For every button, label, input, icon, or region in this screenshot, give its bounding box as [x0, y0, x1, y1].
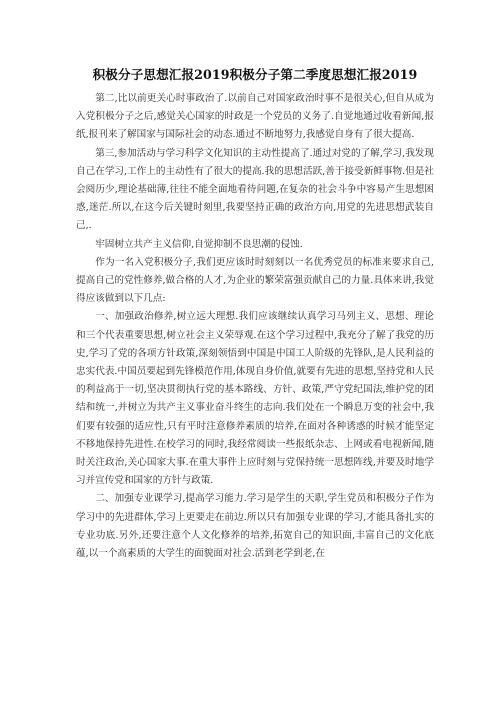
paragraph-current-affairs: 第二,比以前更关心时事政治了.以前自己对国家政治时事不是很关心,但自从成为入党积极分子之后,感觉关心国家的时政是一个党员的义务了.自觉地通过收看新闻,报纸,报刊来了解国家与国际社会的动态.通过不断地努力,我感觉自身有了很大提高. [76, 93, 434, 141]
paragraph-activist-standard: 作为一名入党积极分子,我们更应该时时刻刻以一名优秀党员的标准来要求自己,提高自己的党性修养,做合格的人才,为企业的繁荣富强贡献自己的力量.具体来讲,我觉得应该做到以下几点: [76, 256, 434, 305]
paragraph-professional-study: 二、加强专业课学习,提高学习能力.学习是学生的天职,学生党员和积极分子作为学习中的先进群体,学习上更要走在前边.所以只有加强专业课的学习,才能具备扎实的专业功底.另外,还要注意个人文化修养的培养,拓宽自己的知识面,丰富自己的文化底蕴,以一个高素质的大学生的面貌面对社会.活到老学到老,在 [76, 493, 434, 560]
paragraph-political-cultivation: 一、加强政治修养,树立远大理想.我们应该继续认真学习马列主义、思想、理论和三个代表重要思想,树立社会主义荣辱观.在这个学习过程中,我充分了解了我党的历史,学习了党的各项方针政策,深刻领悟到中国是中国工人阶级的先锋队,是人民利益的忠实代表.中国员要起到先锋模范作用,体现自身价值,就要有先进的思想,坚持党和人民的利益高于一切,坚决贯彻执行党的基本路线、方针、政策,严守党纪国法,维护党的团结和统一,并树立为共产主义事业奋斗终生的志向.我们处在一个瞬息万变的社会中,我们要有较强的适应性,只有平时注意修养素质的培养,在面对各种诱惑的时候才能坚定不移地保持先进性.在校学习的同时,我经常阅读一些报纸杂志、上网或看电视新闻,随时关注政治,关心国家大事.在重大事件上应时刻与党保持统一思想阵线,并要及时地学习并宣传党和国家的方针与政策. [76, 311, 434, 487]
paragraph-communist-belief: 牢固树立共产主义信仰,自觉抑制不良思潮的侵蚀. [95, 238, 303, 250]
document-title: 积极分子思想汇报2019积极分子第二季度思想汇报2019 [92, 67, 418, 82]
paragraph-initiative: 第三,参加活动与学习科学文化知识的主动性提高了.通过对党的了解,学习,我发现自己在学习,工作上的主动性有了很大的提高.我的思想活跃,善于接受新鲜事物.但是社会阅历少,理论基础薄,往往不能全面地看待问题,在复杂的社会斗争中容易产生思想困惑,迷茫.所以,在这今后关键时刻里,我要坚持正确的政治方向,用党的先进思想武装自己,. [76, 147, 434, 232]
